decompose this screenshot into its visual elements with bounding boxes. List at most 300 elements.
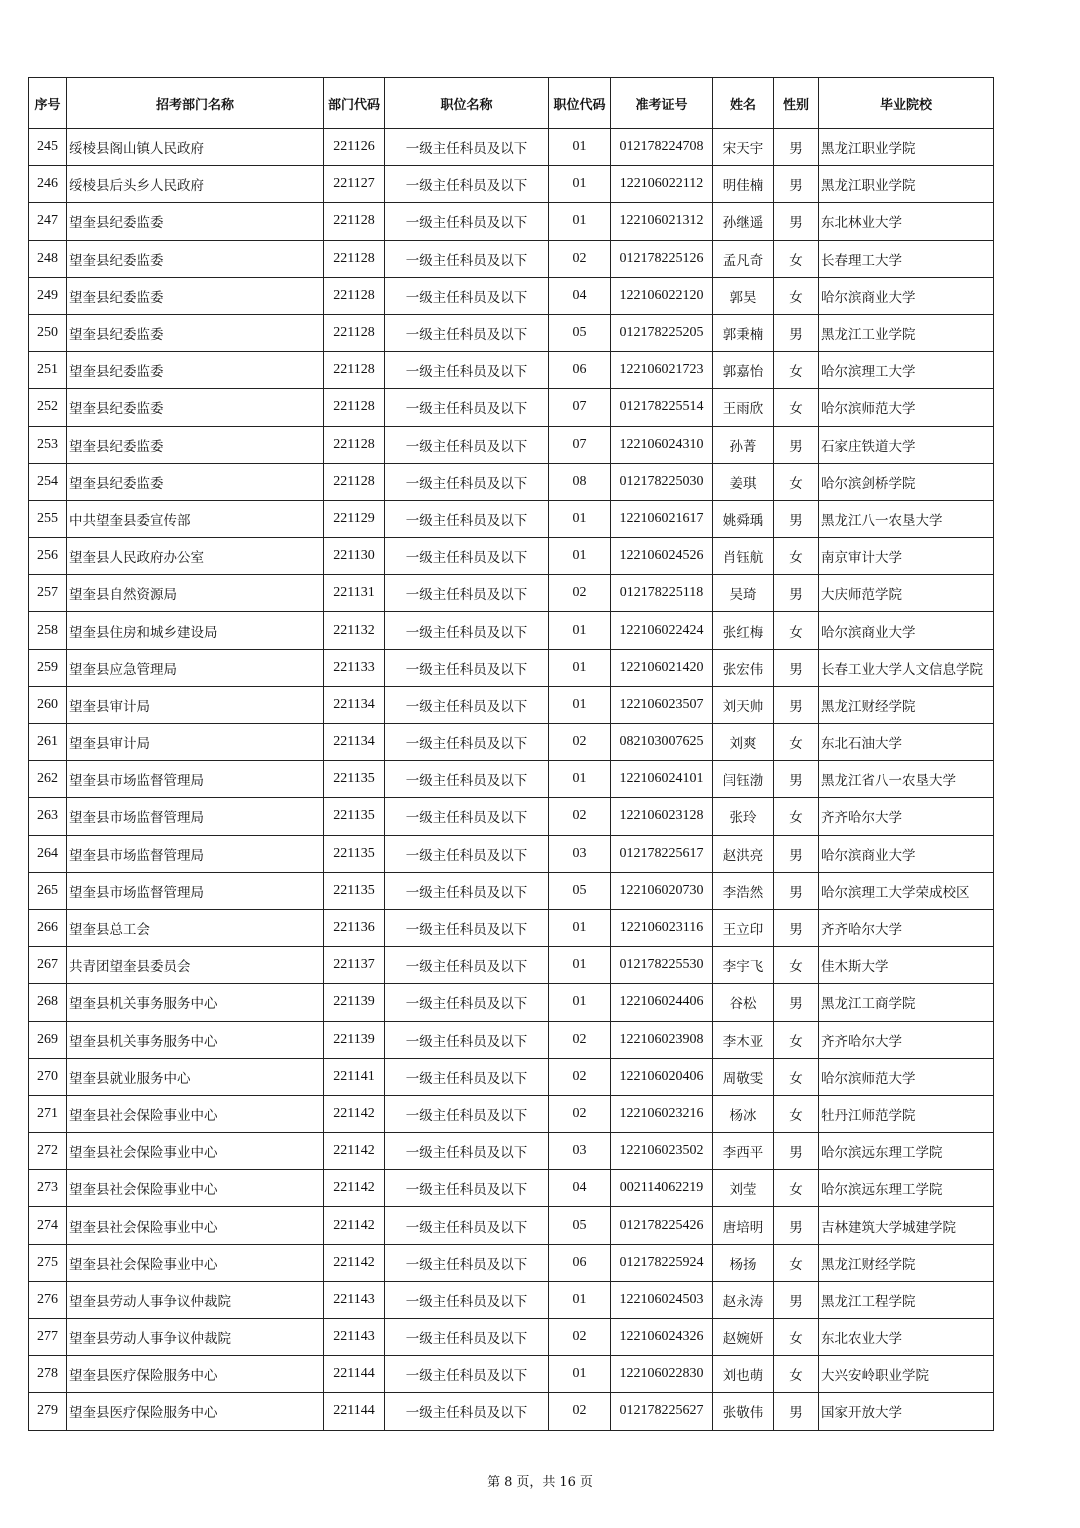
cell-name: 赵洪亮 (713, 835, 774, 872)
table-row (29, 314, 994, 351)
header-school: 毕业院校 (819, 78, 994, 129)
header-position-code: 职位代码 (549, 78, 611, 129)
table-row (29, 203, 994, 240)
cell-department-code: 221128 (324, 314, 385, 351)
cell-position-name: 一级主任科员及以下 (385, 1021, 549, 1058)
table-row (29, 612, 994, 649)
cell-position-name: 一级主任科员及以下 (385, 1058, 549, 1095)
cell-school: 哈尔滨远东理工学院 (819, 1170, 994, 1207)
cell-position-name: 一级主任科员及以下 (385, 538, 549, 575)
cell-position-name: 一级主任科员及以下 (385, 352, 549, 389)
cell-school: 大兴安岭职业学院 (819, 1356, 994, 1393)
cell-name: 肖钰航 (713, 538, 774, 575)
cell-department-code: 221128 (324, 203, 385, 240)
cell-gender: 女 (774, 947, 819, 984)
table-row (29, 500, 994, 537)
cell-department-name: 望奎县医疗保险服务中心 (67, 1356, 324, 1393)
header-serial: 序号 (29, 78, 67, 129)
cell-exam-ticket: 122106021312 (611, 203, 713, 240)
cell-department-code: 221143 (324, 1281, 385, 1318)
cell-department-code: 221142 (324, 1170, 385, 1207)
cell-school: 黑龙江工商学院 (819, 984, 994, 1021)
cell-school: 东北石油大学 (819, 724, 994, 761)
cell-exam-ticket: 012178225126 (611, 240, 713, 277)
cell-gender: 女 (774, 1356, 819, 1393)
cell-position-code: 01 (549, 500, 611, 537)
cell-department-name: 望奎县社会保险事业中心 (67, 1244, 324, 1281)
cell-exam-ticket: 122106021617 (611, 500, 713, 537)
cell-serial: 274 (29, 1207, 67, 1244)
cell-position-code: 01 (549, 203, 611, 240)
header-exam-ticket: 准考证号 (611, 78, 713, 129)
cell-position-code: 05 (549, 1207, 611, 1244)
cell-school: 东北林业大学 (819, 203, 994, 240)
cell-name: 唐培明 (713, 1207, 774, 1244)
cell-exam-ticket: 012178225205 (611, 314, 713, 351)
cell-exam-ticket: 122106024503 (611, 1281, 713, 1318)
table-row (29, 1356, 994, 1393)
cell-department-name: 望奎县纪委监委 (67, 389, 324, 426)
cell-department-code: 221128 (324, 389, 385, 426)
cell-gender: 男 (774, 426, 819, 463)
cell-position-code: 02 (549, 724, 611, 761)
cell-department-name: 望奎县纪委监委 (67, 314, 324, 351)
cell-gender: 女 (774, 1095, 819, 1132)
cell-gender: 男 (774, 203, 819, 240)
cell-department-name: 望奎县审计局 (67, 724, 324, 761)
cell-gender: 男 (774, 984, 819, 1021)
cell-department-name: 望奎县就业服务中心 (67, 1058, 324, 1095)
cell-position-code: 03 (549, 1133, 611, 1170)
cell-name: 张玲 (713, 798, 774, 835)
cell-position-name: 一级主任科员及以下 (385, 1095, 549, 1132)
table-row (29, 389, 994, 426)
cell-position-name: 一级主任科员及以下 (385, 724, 549, 761)
table-header-row (29, 78, 994, 129)
cell-position-name: 一级主任科员及以下 (385, 314, 549, 351)
cell-exam-ticket: 122106020730 (611, 872, 713, 909)
cell-serial: 252 (29, 389, 67, 426)
cell-gender: 男 (774, 761, 819, 798)
cell-gender: 男 (774, 500, 819, 537)
cell-department-code: 221128 (324, 352, 385, 389)
cell-school: 黑龙江财经学院 (819, 1244, 994, 1281)
cell-school: 哈尔滨远东理工学院 (819, 1133, 994, 1170)
cell-position-code: 05 (549, 314, 611, 351)
cell-serial: 278 (29, 1356, 67, 1393)
footer-prefix: 第 (487, 1475, 501, 1490)
cell-school: 黑龙江职业学院 (819, 129, 994, 166)
cell-serial: 275 (29, 1244, 67, 1281)
cell-school: 国家开放大学 (819, 1393, 994, 1430)
cell-department-code: 221142 (324, 1133, 385, 1170)
table-row (29, 1021, 994, 1058)
cell-position-name: 一级主任科员及以下 (385, 872, 549, 909)
cell-serial: 262 (29, 761, 67, 798)
cell-school: 黑龙江财经学院 (819, 686, 994, 723)
cell-position-code: 02 (549, 1319, 611, 1356)
cell-name: 赵婉妍 (713, 1319, 774, 1356)
table-body (29, 129, 994, 1431)
cell-department-name: 望奎县市场监督管理局 (67, 872, 324, 909)
cell-position-code: 01 (549, 1281, 611, 1318)
table-row (29, 724, 994, 761)
cell-serial: 271 (29, 1095, 67, 1132)
cell-department-name: 望奎县审计局 (67, 686, 324, 723)
cell-serial: 256 (29, 538, 67, 575)
cell-position-name: 一级主任科员及以下 (385, 426, 549, 463)
cell-department-name: 望奎县纪委监委 (67, 240, 324, 277)
cell-school: 石家庄铁道大学 (819, 426, 994, 463)
cell-school: 黑龙江工程学院 (819, 1281, 994, 1318)
cell-department-code: 221126 (324, 129, 385, 166)
cell-gender: 女 (774, 1170, 819, 1207)
cell-department-code: 221134 (324, 686, 385, 723)
cell-serial: 255 (29, 500, 67, 537)
cell-school: 哈尔滨理工大学荣成校区 (819, 872, 994, 909)
cell-name: 刘莹 (713, 1170, 774, 1207)
cell-serial: 258 (29, 612, 67, 649)
cell-department-name: 望奎县劳动人事争议仲裁院 (67, 1319, 324, 1356)
cell-school: 黑龙江八一农垦大学 (819, 500, 994, 537)
cell-exam-ticket: 122106020406 (611, 1058, 713, 1095)
cell-department-name: 望奎县医疗保险服务中心 (67, 1393, 324, 1430)
cell-department-name: 望奎县应急管理局 (67, 649, 324, 686)
table-row (29, 463, 994, 500)
cell-position-code: 07 (549, 426, 611, 463)
cell-position-code: 01 (549, 909, 611, 946)
cell-position-code: 08 (549, 463, 611, 500)
cell-serial: 253 (29, 426, 67, 463)
cell-name: 杨冰 (713, 1095, 774, 1132)
cell-gender: 女 (774, 538, 819, 575)
cell-position-code: 05 (549, 872, 611, 909)
cell-position-name: 一级主任科员及以下 (385, 1356, 549, 1393)
table-row (29, 426, 994, 463)
table-row (29, 984, 994, 1021)
cell-school: 齐齐哈尔大学 (819, 909, 994, 946)
cell-exam-ticket: 122106023216 (611, 1095, 713, 1132)
cell-serial: 254 (29, 463, 67, 500)
cell-department-code: 221128 (324, 426, 385, 463)
cell-school: 大庆师范学院 (819, 575, 994, 612)
header-department-code: 部门代码 (324, 78, 385, 129)
cell-position-name: 一级主任科员及以下 (385, 166, 549, 203)
table-row (29, 166, 994, 203)
cell-department-code: 221144 (324, 1356, 385, 1393)
cell-name: 谷松 (713, 984, 774, 1021)
cell-position-name: 一级主任科员及以下 (385, 835, 549, 872)
cell-exam-ticket: 122106023128 (611, 798, 713, 835)
cell-position-name: 一级主任科员及以下 (385, 1244, 549, 1281)
table-row (29, 1244, 994, 1281)
cell-name: 李木亚 (713, 1021, 774, 1058)
cell-school: 哈尔滨师范大学 (819, 389, 994, 426)
cell-department-code: 221129 (324, 500, 385, 537)
cell-position-code: 01 (549, 947, 611, 984)
cell-gender: 男 (774, 575, 819, 612)
cell-position-name: 一级主任科员及以下 (385, 649, 549, 686)
cell-department-name: 中共望奎县委宣传部 (67, 500, 324, 537)
cell-school: 佳木斯大学 (819, 947, 994, 984)
cell-exam-ticket: 122106022830 (611, 1356, 713, 1393)
cell-position-code: 02 (549, 575, 611, 612)
cell-serial: 259 (29, 649, 67, 686)
cell-department-code: 221131 (324, 575, 385, 612)
cell-exam-ticket: 122106023908 (611, 1021, 713, 1058)
cell-department-code: 221136 (324, 909, 385, 946)
cell-department-name: 望奎县人民政府办公室 (67, 538, 324, 575)
cell-department-code: 221128 (324, 240, 385, 277)
cell-exam-ticket: 122106024310 (611, 426, 713, 463)
cell-department-code: 221141 (324, 1058, 385, 1095)
cell-serial: 248 (29, 240, 67, 277)
cell-position-name: 一级主任科员及以下 (385, 1207, 549, 1244)
table-row (29, 947, 994, 984)
cell-serial: 270 (29, 1058, 67, 1095)
cell-department-code: 221128 (324, 463, 385, 500)
table-row (29, 909, 994, 946)
table-row (29, 1319, 994, 1356)
cell-name: 郭昊 (713, 277, 774, 314)
cell-gender: 女 (774, 798, 819, 835)
cell-exam-ticket: 122106024406 (611, 984, 713, 1021)
cell-exam-ticket: 012178225627 (611, 1393, 713, 1430)
table-row (29, 798, 994, 835)
cell-position-code: 07 (549, 389, 611, 426)
cell-position-code: 02 (549, 1393, 611, 1430)
cell-name: 姜琪 (713, 463, 774, 500)
cell-serial: 273 (29, 1170, 67, 1207)
cell-department-name: 望奎县纪委监委 (67, 426, 324, 463)
cell-department-name: 望奎县市场监督管理局 (67, 835, 324, 872)
cell-gender: 男 (774, 872, 819, 909)
cell-exam-ticket: 012178225530 (611, 947, 713, 984)
cell-gender: 女 (774, 612, 819, 649)
cell-serial: 264 (29, 835, 67, 872)
cell-department-code: 221137 (324, 947, 385, 984)
cell-gender: 女 (774, 463, 819, 500)
cell-department-name: 望奎县机关事务服务中心 (67, 984, 324, 1021)
cell-position-code: 01 (549, 612, 611, 649)
cell-gender: 女 (774, 1058, 819, 1095)
cell-school: 齐齐哈尔大学 (819, 798, 994, 835)
cell-position-name: 一级主任科员及以下 (385, 947, 549, 984)
cell-serial: 269 (29, 1021, 67, 1058)
page-footer (0, 1471, 1080, 1490)
cell-department-code: 221127 (324, 166, 385, 203)
cell-exam-ticket: 082103007625 (611, 724, 713, 761)
cell-serial: 251 (29, 352, 67, 389)
table-row (29, 1170, 994, 1207)
table-row (29, 761, 994, 798)
cell-serial: 279 (29, 1393, 67, 1430)
cell-department-name: 望奎县社会保险事业中心 (67, 1095, 324, 1132)
cell-gender: 女 (774, 240, 819, 277)
cell-exam-ticket: 122106024526 (611, 538, 713, 575)
cell-gender: 男 (774, 686, 819, 723)
cell-gender: 女 (774, 1244, 819, 1281)
footer-current-page: 8 (504, 1475, 513, 1490)
cell-serial: 246 (29, 166, 67, 203)
cell-position-code: 04 (549, 1170, 611, 1207)
cell-exam-ticket: 012178225426 (611, 1207, 713, 1244)
cell-position-code: 01 (549, 686, 611, 723)
cell-gender: 女 (774, 277, 819, 314)
cell-department-name: 绥棱县后头乡人民政府 (67, 166, 324, 203)
cell-position-code: 02 (549, 1021, 611, 1058)
cell-name: 李西平 (713, 1133, 774, 1170)
cell-exam-ticket: 122106023507 (611, 686, 713, 723)
cell-department-name: 望奎县市场监督管理局 (67, 798, 324, 835)
cell-position-name: 一级主任科员及以下 (385, 761, 549, 798)
cell-gender: 男 (774, 909, 819, 946)
cell-department-name: 望奎县纪委监委 (67, 352, 324, 389)
cell-position-code: 01 (549, 538, 611, 575)
cell-position-name: 一级主任科员及以下 (385, 909, 549, 946)
cell-department-code: 221135 (324, 761, 385, 798)
cell-name: 宋天宇 (713, 129, 774, 166)
cell-serial: 249 (29, 277, 67, 314)
table-row (29, 1207, 994, 1244)
cell-gender: 女 (774, 1021, 819, 1058)
table-row (29, 1281, 994, 1318)
table-row (29, 1058, 994, 1095)
cell-school: 哈尔滨理工大学 (819, 352, 994, 389)
header-department-name: 招考部门名称 (67, 78, 324, 129)
table-row (29, 1393, 994, 1430)
table-row (29, 575, 994, 612)
cell-department-code: 221144 (324, 1393, 385, 1430)
cell-school: 黑龙江省八一农垦大学 (819, 761, 994, 798)
table-row (29, 277, 994, 314)
cell-department-name: 望奎县社会保险事业中心 (67, 1207, 324, 1244)
cell-name: 张宏伟 (713, 649, 774, 686)
table-row (29, 352, 994, 389)
cell-exam-ticket: 002114062219 (611, 1170, 713, 1207)
cell-school: 哈尔滨商业大学 (819, 277, 994, 314)
table-row (29, 872, 994, 909)
cell-position-name: 一级主任科员及以下 (385, 1170, 549, 1207)
cell-department-code: 221142 (324, 1244, 385, 1281)
cell-position-code: 02 (549, 1058, 611, 1095)
cell-department-name: 望奎县自然资源局 (67, 575, 324, 612)
cell-serial: 263 (29, 798, 67, 835)
cell-position-code: 04 (549, 277, 611, 314)
cell-gender: 男 (774, 129, 819, 166)
cell-department-name: 望奎县社会保险事业中心 (67, 1170, 324, 1207)
cell-name: 刘天帅 (713, 686, 774, 723)
table-row (29, 1095, 994, 1132)
cell-name: 郭秉楠 (713, 314, 774, 351)
cell-department-name: 望奎县市场监督管理局 (67, 761, 324, 798)
cell-position-code: 06 (549, 1244, 611, 1281)
cell-school: 哈尔滨商业大学 (819, 835, 994, 872)
cell-position-code: 06 (549, 352, 611, 389)
cell-name: 明佳楠 (713, 166, 774, 203)
candidate-table (28, 77, 994, 1431)
cell-exam-ticket: 122106023502 (611, 1133, 713, 1170)
cell-gender: 男 (774, 1133, 819, 1170)
cell-position-name: 一级主任科员及以下 (385, 1319, 549, 1356)
header-name: 姓名 (713, 78, 774, 129)
cell-school: 牡丹江师范学院 (819, 1095, 994, 1132)
cell-school: 齐齐哈尔大学 (819, 1021, 994, 1058)
cell-position-code: 02 (549, 1095, 611, 1132)
cell-department-code: 221128 (324, 277, 385, 314)
cell-serial: 266 (29, 909, 67, 946)
cell-position-name: 一级主任科员及以下 (385, 277, 549, 314)
cell-school: 哈尔滨剑桥学院 (819, 463, 994, 500)
cell-position-code: 02 (549, 240, 611, 277)
cell-position-name: 一级主任科员及以下 (385, 686, 549, 723)
cell-department-code: 221139 (324, 984, 385, 1021)
cell-school: 长春工业大学人文信息学院 (819, 649, 994, 686)
cell-position-name: 一级主任科员及以下 (385, 575, 549, 612)
cell-gender: 男 (774, 166, 819, 203)
cell-name: 刘也萌 (713, 1356, 774, 1393)
cell-name: 姚舜瑀 (713, 500, 774, 537)
cell-exam-ticket: 122106021420 (611, 649, 713, 686)
cell-school: 东北农业大学 (819, 1319, 994, 1356)
cell-name: 杨扬 (713, 1244, 774, 1281)
table-row (29, 1133, 994, 1170)
cell-serial: 277 (29, 1319, 67, 1356)
footer-suffix: 页 (579, 1475, 593, 1490)
cell-department-name: 望奎县纪委监委 (67, 203, 324, 240)
cell-position-code: 01 (549, 1356, 611, 1393)
table-row (29, 686, 994, 723)
cell-position-code: 01 (549, 166, 611, 203)
cell-serial: 268 (29, 984, 67, 1021)
cell-name: 刘爽 (713, 724, 774, 761)
cell-name: 张敬伟 (713, 1393, 774, 1430)
cell-gender: 女 (774, 724, 819, 761)
cell-position-code: 01 (549, 761, 611, 798)
cell-position-name: 一级主任科员及以下 (385, 1133, 549, 1170)
cell-exam-ticket: 012178225924 (611, 1244, 713, 1281)
cell-name: 郭嘉怡 (713, 352, 774, 389)
table-row (29, 649, 994, 686)
cell-department-code: 221132 (324, 612, 385, 649)
cell-department-name: 望奎县纪委监委 (67, 463, 324, 500)
cell-gender: 男 (774, 314, 819, 351)
cell-position-name: 一级主任科员及以下 (385, 984, 549, 1021)
cell-name: 赵永涛 (713, 1281, 774, 1318)
cell-gender: 男 (774, 1393, 819, 1430)
cell-name: 李宇飞 (713, 947, 774, 984)
cell-position-code: 01 (549, 649, 611, 686)
cell-department-name: 望奎县住房和城乡建设局 (67, 612, 324, 649)
footer-total-pages: 16 (559, 1475, 576, 1490)
cell-position-name: 一级主任科员及以下 (385, 389, 549, 426)
cell-department-code: 221135 (324, 872, 385, 909)
cell-name: 孟凡奇 (713, 240, 774, 277)
cell-exam-ticket: 012178225514 (611, 389, 713, 426)
cell-exam-ticket: 012178225617 (611, 835, 713, 872)
cell-department-code: 221135 (324, 798, 385, 835)
cell-department-code: 221134 (324, 724, 385, 761)
cell-gender: 男 (774, 835, 819, 872)
cell-department-code: 221139 (324, 1021, 385, 1058)
cell-serial: 260 (29, 686, 67, 723)
cell-position-name: 一级主任科员及以下 (385, 129, 549, 166)
cell-exam-ticket: 012178225030 (611, 463, 713, 500)
cell-serial: 261 (29, 724, 67, 761)
cell-gender: 女 (774, 1319, 819, 1356)
cell-position-name: 一级主任科员及以下 (385, 500, 549, 537)
table-row (29, 538, 994, 575)
